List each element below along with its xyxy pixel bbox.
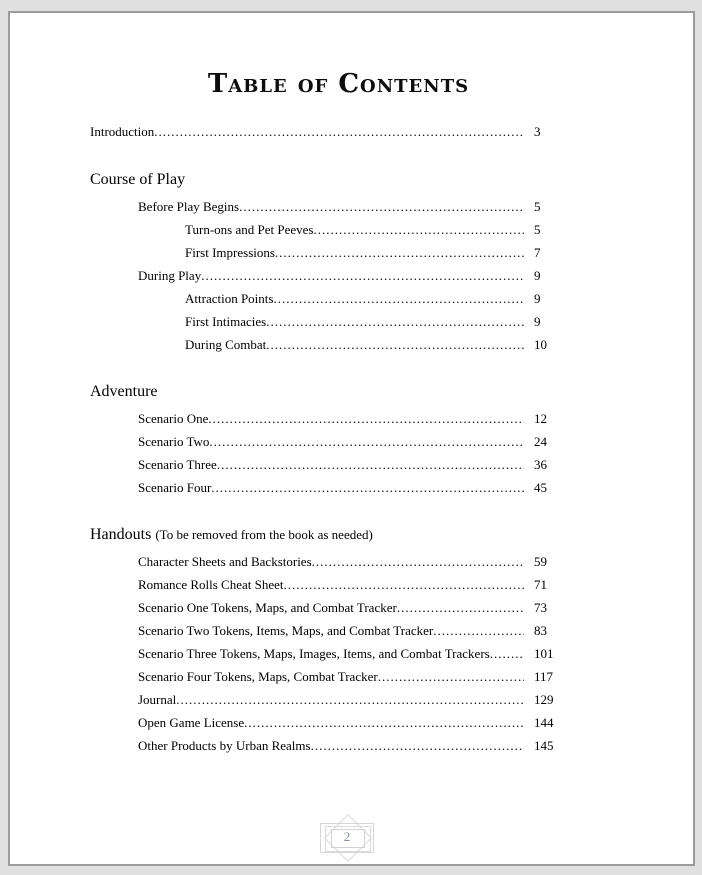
- toc-entry: [90, 711, 587, 734]
- dot-leader: [217, 453, 524, 476]
- page-title: Table of Contents: [207, 69, 470, 99]
- toc-entry-page: 36: [534, 457, 547, 472]
- toc-entry-label: Other Products by Urban Realms: [138, 738, 311, 753]
- toc-entry-page: 5: [534, 222, 541, 237]
- dot-leader: [433, 619, 524, 642]
- toc-entry-label: Attraction Points: [185, 291, 274, 306]
- toc-entry: [90, 287, 587, 310]
- toc-entry-label: Scenario One Tokens, Maps, and Combat Tracker: [138, 600, 397, 615]
- page-number-ornament: [313, 808, 381, 866]
- toc-entry-label: Journal: [138, 692, 177, 707]
- section-heading-handouts: [90, 524, 587, 545]
- toc-entry: [90, 430, 587, 453]
- dot-leader: [397, 596, 524, 619]
- toc-entry-page: 24: [534, 434, 547, 449]
- dot-leader: [275, 241, 524, 264]
- toc-entry-page: 144: [534, 715, 554, 730]
- toc-entry: [90, 688, 587, 711]
- toc-entry: [90, 407, 587, 430]
- toc-entry: [90, 218, 587, 241]
- dot-leader: [490, 642, 524, 665]
- toc-entry: [90, 596, 587, 619]
- toc-entry-page: 12: [534, 411, 547, 426]
- dot-leader: [284, 573, 524, 596]
- toc-entry-page: 129: [534, 692, 554, 707]
- toc-entry: [90, 195, 587, 218]
- section-heading-note: (To be removed from the book as needed): [155, 527, 373, 542]
- toc-entry-label: Before Play Begins: [138, 199, 240, 214]
- dot-leader: [311, 734, 524, 757]
- toc-entry: [90, 241, 587, 264]
- toc-entry-label: First Intimacies: [185, 314, 267, 329]
- toc-entry-label: During Play: [138, 268, 202, 283]
- toc-entry-label: Scenario Three: [138, 457, 217, 472]
- toc-entry-label: Scenario Four: [138, 480, 212, 495]
- section-heading-course-of-play: Course of Play: [90, 171, 186, 188]
- toc-entry-page: 71: [534, 577, 547, 592]
- dot-leader: [208, 407, 524, 430]
- toc-entry-label: Scenario Two: [138, 434, 210, 449]
- toc-entry-label: Turn-ons and Pet Peeves: [185, 222, 314, 237]
- toc-entry-page: 59: [534, 554, 547, 569]
- toc-entry: [90, 573, 587, 596]
- dot-leader: [266, 310, 524, 333]
- toc-entry: [90, 642, 587, 665]
- document-page: [8, 11, 695, 866]
- dot-leader: [239, 195, 524, 218]
- toc-entry: [90, 550, 587, 573]
- page-number: 2: [343, 829, 351, 844]
- toc-entry-label: Scenario Four Tokens, Maps, Combat Tracker: [138, 669, 378, 684]
- dot-leader: [273, 287, 524, 310]
- toc-entry: [90, 310, 587, 333]
- toc-entry-label: Scenario Three Tokens, Maps, Images, Items, and Combat Trackers: [138, 646, 490, 661]
- toc-entry-label: First Impressions: [185, 245, 275, 260]
- table-of-contents: [90, 120, 587, 757]
- toc-entry: [90, 453, 587, 476]
- dot-leader: [154, 120, 524, 143]
- toc-entry: [90, 619, 587, 642]
- toc-entry-page: 9: [534, 314, 541, 329]
- section-heading-text: Handouts: [90, 526, 152, 543]
- toc-entry-page: 9: [534, 291, 541, 306]
- toc-entry-page: 5: [534, 199, 541, 214]
- toc-entry-page: 117: [534, 669, 554, 684]
- toc-entry-page: 73: [534, 600, 547, 615]
- toc-entry-introduction: [90, 120, 587, 143]
- toc-entry: [90, 476, 587, 499]
- dot-leader: [209, 430, 524, 453]
- dot-leader: [176, 688, 524, 711]
- toc-entry: [90, 264, 587, 287]
- toc-entry: [90, 333, 587, 356]
- dot-leader: [378, 665, 524, 688]
- dot-leader: [201, 264, 524, 287]
- toc-entry-page: 101: [534, 646, 554, 661]
- toc-entry: [90, 734, 587, 757]
- toc-entry-label: Open Game License: [138, 715, 245, 730]
- toc-entry-page: 7: [534, 245, 541, 260]
- toc-entry-page: 145: [534, 738, 554, 753]
- toc-entry-page: 83: [534, 623, 547, 638]
- toc-entry-page: 45: [534, 480, 547, 495]
- section-heading-adventure: Adventure: [90, 383, 158, 400]
- toc-entry-page: 10: [534, 337, 547, 352]
- toc-entry-page: 9: [534, 268, 541, 283]
- dot-leader: [312, 550, 524, 573]
- toc-entry-label: Introduction: [90, 124, 155, 139]
- dot-leader: [313, 218, 524, 241]
- toc-entry-label: Scenario One: [138, 411, 209, 426]
- toc-entry-label: Character Sheets and Backstories: [138, 554, 312, 569]
- toc-entry-page: 3: [534, 124, 541, 139]
- dot-leader: [211, 476, 524, 499]
- toc-entry-label: During Combat: [185, 337, 267, 352]
- dot-leader: [266, 333, 524, 356]
- toc-entry-label: Romance Rolls Cheat Sheet: [138, 577, 284, 592]
- toc-entry-label: Scenario Two Tokens, Items, Maps, and Combat Tracker: [138, 623, 434, 638]
- toc-entry: [90, 665, 587, 688]
- dot-leader: [244, 711, 524, 734]
